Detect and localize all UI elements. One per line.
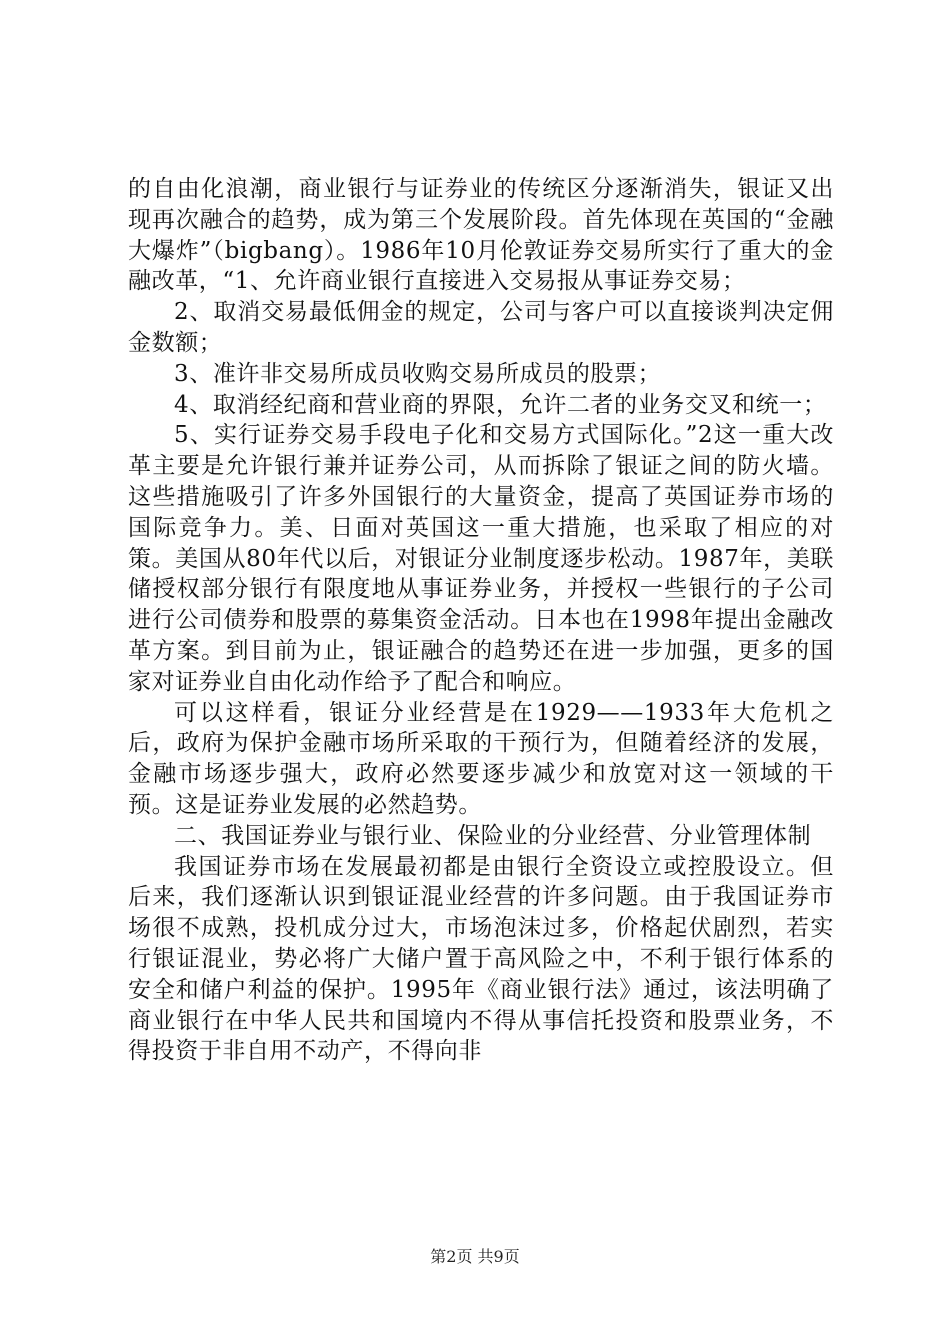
section-heading: 二、我国证券业与银行业、保险业的分业经营、分业管理体制 bbox=[174, 822, 812, 849]
paragraph-5: 5、实行证券交易手段电子化和交易方式国际化。”2这一重大改革主要是允许银行兼并证券公司，从而拆除了银证之间的防火墙。这些措施吸引了许多外国银行的大量资金，提高了英国证券市场的国际竞争力。美、日面对英国这一重大措施，也采取了相应的对策。美国从80年代以后，对银证分业制度逐步松动。1987年，美联储授权部分银行有限度地从事证券业务，并授权一些银行的子公司进行公司债券和股票的募集资金活动。日本也在1998年提出金融改革方案。到目前为止，银证融合的趋势还在进一步加强，更多的国家对证券业自由化动作给予了配合和响应。 bbox=[128, 422, 834, 695]
document-body bbox=[128, 174, 834, 1067]
paragraph-2: 2、取消交易最低佣金的规定，公司与客户可以直接谈判决定佣金数额； bbox=[128, 299, 834, 356]
paragraph-8: 我国证券市场在发展最初都是由银行全资设立或控股设立。但后来，我们逐渐认识到银证混业经营的许多问题。由于我国证券市场很不成熟，投机成分过大，市场泡沫过多，价格起伏剧烈，若实行银证混业，势必将广大储户置于高风险之中，不利于银行体系的安全和储户利益的保护。1995年《商业银行法》通过，该法明确了商业银行在中华人民共和国境内不得从事信托投资和股票业务，不得投资于非自用不动产，不得向非 bbox=[128, 853, 834, 1065]
paragraph-6: 可以这样看，银证分业经营是在1929——1933年大危机之后，政府为保护金融市场所采取的干预行为，但随着经济的发展，金融市场逐步强大，政府必然要逐步减少和放宽对这一领域的干预。这是证券业发展的必然趋势。 bbox=[128, 699, 834, 818]
page-number-footer: 第2页 共9页 bbox=[430, 1247, 520, 1266]
paragraph-1: 的自由化浪潮，商业银行与证券业的传统区分逐渐消失，银证又出现再次融合的趋势，成为第三个发展阶段。首先体现在英国的“金融大爆炸”（bigbang）。1986年10月伦敦证券交易所实行了重大的金融改革，“1、允许商业银行直接进入交易报从事证券交易； bbox=[128, 176, 834, 295]
paragraph-3: 3、准许非交易所成员收购交易所成员的股票； bbox=[174, 360, 662, 387]
paragraph-4: 4、取消经纪商和营业商的界限，允许二者的业务交叉和统一； bbox=[174, 391, 827, 418]
